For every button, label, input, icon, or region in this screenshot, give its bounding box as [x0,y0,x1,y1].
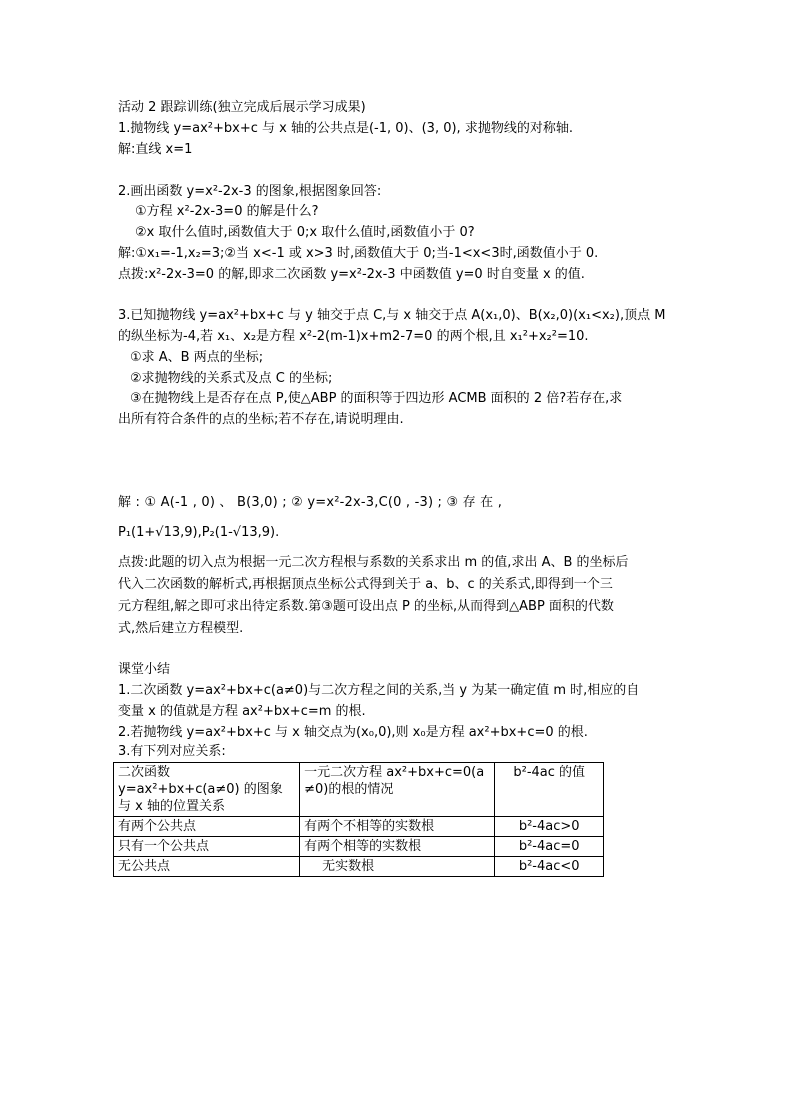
tip-3-line-3: 元方程组,解之即可求出待定系数.第③题可设出点 P 的坐标,从而得到△ABP 面积的代数 [118,599,614,614]
table-cell: 有两个不相等的实数根 [300,817,495,837]
summary-item-3: 3.有下列对应关系: [118,744,226,759]
question-2-part-1: ①方程 x²-2x-3=0 的解是什么? [135,204,319,219]
question-2: 2.画出函数 y=x²-2x-3 的图象,根据图象回答: [118,184,382,199]
relationship-table [113,762,604,877]
summary-item-1-line-1: 1.二次函数 y=ax²+bx+c(a≠0)与二次方程之间的关系,当 y 为某一确定值 m 时,相应的自 [118,683,640,698]
header-cell-discriminant: b²-4ac 的值 [495,763,604,817]
summary-item-2: 2.若抛物线 y=ax²+bx+c 与 x 轴交点为(x₀,0),则 x₀是方程 ax²+bx+c=0 的根. [118,725,588,740]
answer-2: 解:①x₁=-1,x₂=3;②当 x<-1 或 x>3 时,函数值大于 0;当-1<x<3时,函数值小于 0. [118,246,599,261]
tip-3-line-2: 代入二次函数的解析式,再根据顶点坐标公式得到关于 a、b、c 的关系式,即得到一个三 [118,577,613,592]
tip-2: 点拨:x²-2x-3=0 的解,即求二次函数 y=x²-2x-3 中函数值 y=0 时自变量 x 的值. [118,267,585,282]
table-cell: 无公共点 [114,857,300,877]
activity-title: 活动 2 跟踪训练(独立完成后展示学习成果) [118,100,366,115]
question-3-line-1: 3.已知抛物线 y=ax²+bx+c 与 y 轴交于点 C,与 x 轴交于点 A(x₁,0)、B(x₂,0)(x₁<x₂),顶点 M [118,308,666,323]
summary-item-1-line-2: 变量 x 的值就是方程 ax²+bx+c=m 的根. [118,704,366,719]
summary-title: 课堂小结 [118,662,171,677]
header-cell-equation: 一元二次方程 ax²+bx+c=0(a ≠0)的根的情况 [300,763,495,817]
table-cell: b²-4ac>0 [495,817,604,837]
table-cell: 有两个相等的实数根 [300,837,495,857]
answer-3-line-2: P₁(1+√13,9),P₂(1-√13,9). [118,525,280,540]
table-row [114,817,604,837]
table-cell: b²-4ac=0 [495,837,604,857]
table-cell: 只有一个公共点 [114,837,300,857]
question-3-part-1: ①求 A、B 两点的坐标; [130,350,264,365]
tip-3-line-4: 式,然后建立方程模型. [118,621,244,636]
question-3-line-2: 的纵坐标为-4,若 x₁、x₂是方程 x²-2(m-1)x+m2-7=0 的两个根,且 x₁²+x₂²=10. [118,329,589,344]
question-2-part-2: ②x 取什么值时,函数值大于 0;x 取什么值时,函数值小于 0? [135,225,475,240]
tip-3-line-1: 点拨:此题的切入点为根据一元二次方程根与系数的关系求出 m 的值,求出 A、B 的坐标后 [118,555,629,570]
table-cell: 无实数根 [300,857,495,877]
table-cell: b²-4ac<0 [495,857,604,877]
table-row [114,837,604,857]
question-1: 1.抛物线 y=ax²+bx+c 与 x 轴的公共点是(-1, 0)、(3, 0), 求抛物线的对称轴. [118,121,573,136]
answer-3-line-1: 解 : ① A(-1 , 0) 、 B(3,0) ; ② y=x²-2x-3,C(0 , -3) ; ③ 存 在 , [118,495,503,510]
question-3-part-3a: ③在抛物线上是否存在点 P,使△ABP 的面积等于四边形 ACMB 面积的 2 倍?若存在,求 [130,391,623,406]
question-3-part-2: ②求抛物线的关系式及点 C 的坐标; [130,371,333,386]
answer-1: 解:直线 x=1 [118,142,193,157]
table-cell: 有两个公共点 [114,817,300,837]
question-3-part-3b: 出所有符合条件的点的坐标;若不存在,请说明理由. [118,412,404,427]
table-row [114,857,604,877]
table-header-row [114,763,604,817]
header-cell-graph: 二次函数 y=ax²+bx+c(a≠0) 的图象与 x 轴的位置关系 [114,763,300,817]
